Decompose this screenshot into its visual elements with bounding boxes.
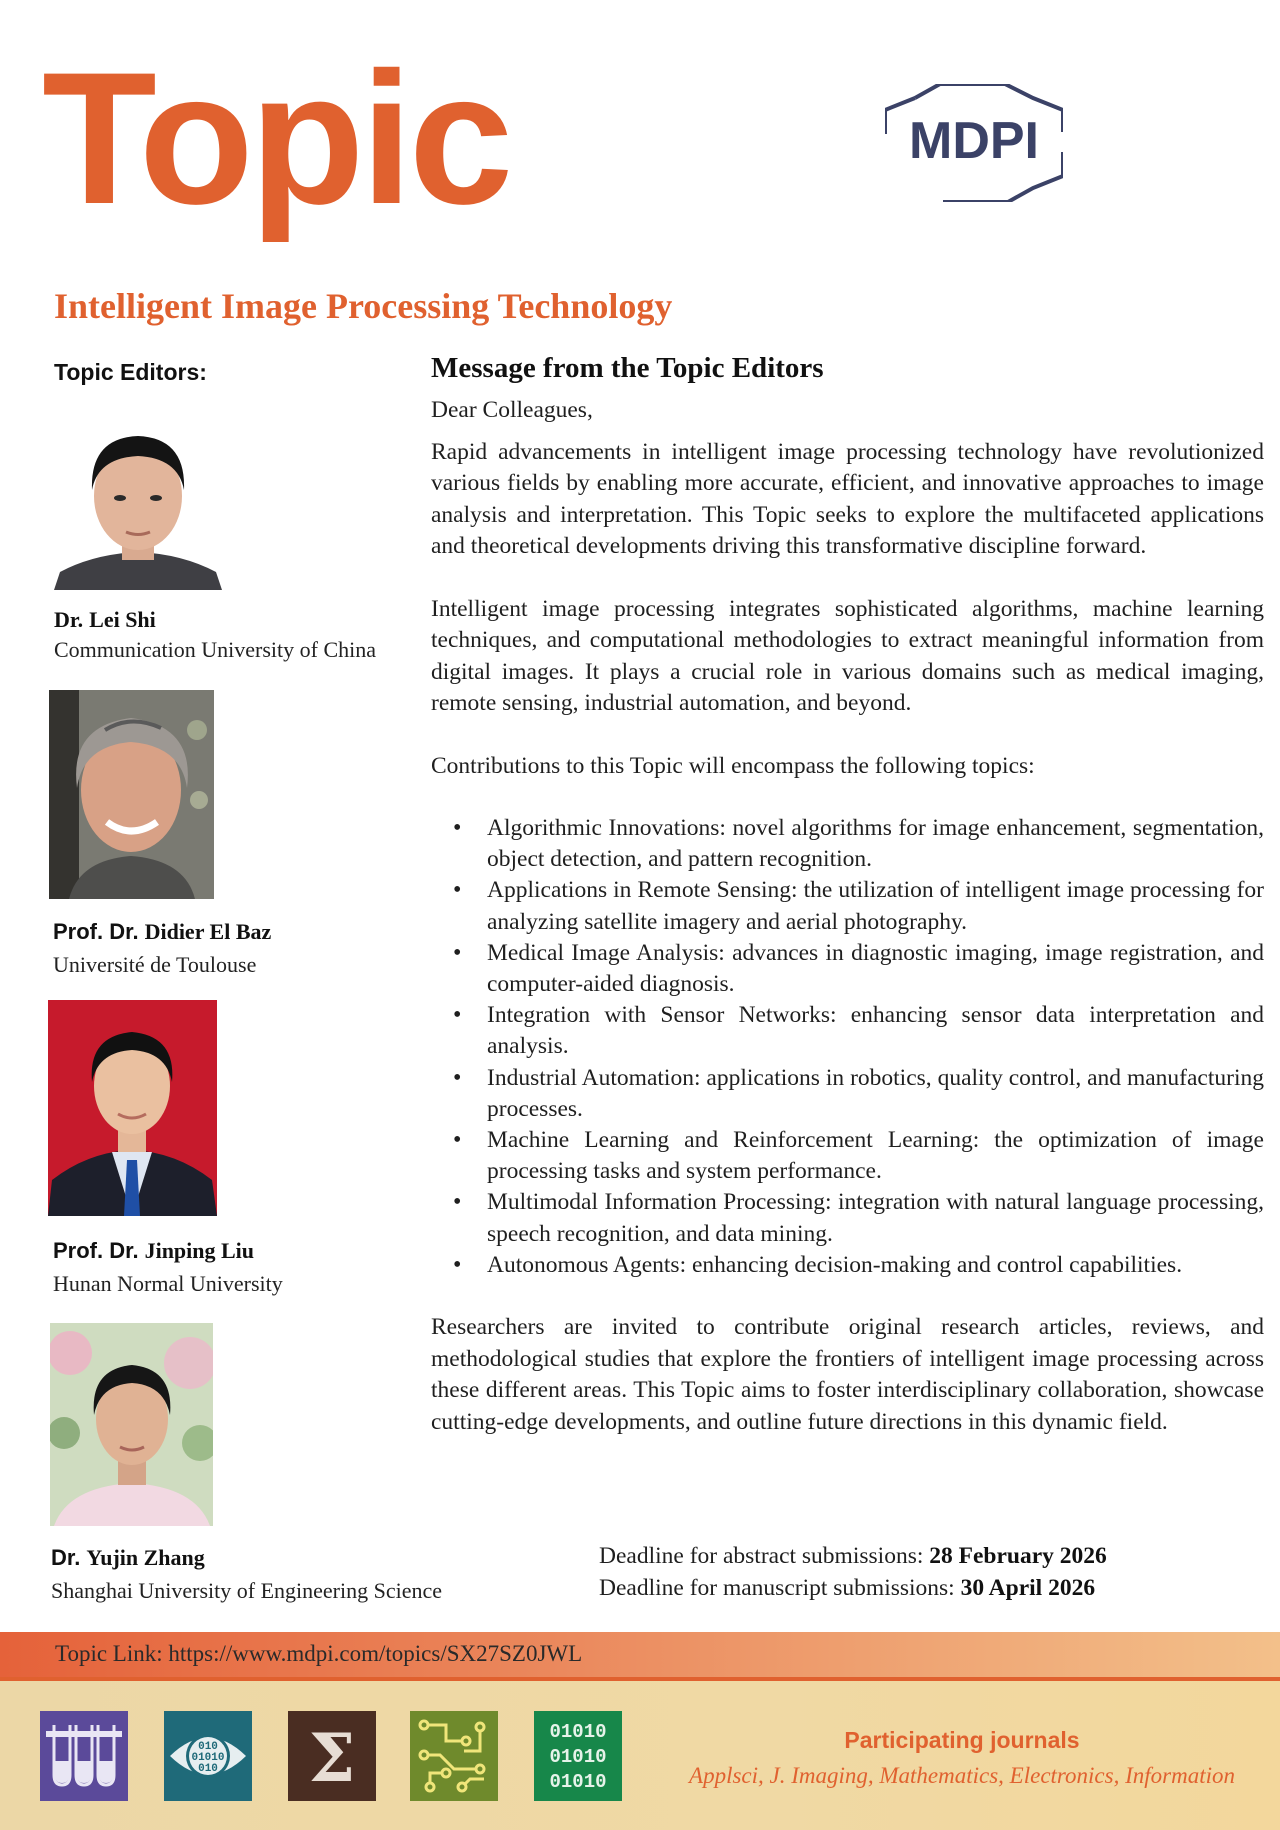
- svg-text:01010: 01010: [549, 1721, 607, 1743]
- editor-name-text: Jinping Liu: [144, 1238, 255, 1263]
- editor-name-text: Yujin Zhang: [86, 1545, 205, 1570]
- list-item: • Applications in Remote Sensing: the utilization of intelligent image processing for analyzing satellite imagery and aerial photography.: [431, 875, 1264, 937]
- abstract-deadline-date: 28 February 2026: [929, 1543, 1107, 1569]
- list-item: • Industrial Automation: applications in robotics, quality control, and manufacturing processes.: [431, 1063, 1264, 1125]
- svg-text:01010: 01010: [549, 1746, 607, 1768]
- svg-text:010: 010: [198, 1763, 218, 1775]
- paragraph-closing: Researchers are invited to contribute original research articles, reviews, and methodological studies that explore the frontiers of intelligent image processing across these different areas. This Topic aims to foster interdisciplinary collaboration, showcase cutting-edge developments, and outline future directions in this dynamic field.: [431, 1314, 1264, 1435]
- manuscript-deadline-label: Deadline for manuscript submissions:: [599, 1575, 955, 1601]
- editor-affiliation: Hunan Normal University: [53, 1271, 283, 1296]
- editor-affiliation: Université de Toulouse: [53, 952, 257, 977]
- svg-text:010: 010: [198, 1741, 218, 1753]
- sigma-icon[interactable]: [288, 1711, 376, 1801]
- topic-link[interactable]: Topic Link: https://www.mdpi.com/topics/SX27SZ0JWL: [55, 1641, 583, 1666]
- mdpi-logo[interactable]: [885, 84, 1063, 202]
- editor-name: [54, 607, 156, 633]
- list-item: • Integration with Sensor Networks: enhancing sensor data interpretation and analysis.: [431, 1000, 1264, 1062]
- topic-brand-heading: Topic: [42, 33, 510, 243]
- message-heading: Message from the Topic Editors: [431, 352, 824, 384]
- editor-title: Dr.: [51, 1545, 81, 1570]
- list-item: • Machine Learning and Reinforcement Learning: the optimization of image processing tasks and system performance.: [431, 1125, 1264, 1187]
- editor-affiliation: Communication University of China: [54, 637, 377, 662]
- binary-code-icon[interactable]: [534, 1711, 622, 1801]
- list-item: • Medical Image Analysis: advances in diagnostic imaging, image registration, and computer-aided diagnosis.: [431, 938, 1264, 1000]
- editor-title: Prof. Dr.: [53, 1238, 139, 1263]
- list-item: • Algorithmic Innovations: novel algorithms for image enhancement, segmentation, object detection, and pattern recognition.: [431, 813, 1264, 875]
- editor-name-text: Lei Shi: [89, 607, 156, 632]
- editor-name: [51, 1545, 205, 1571]
- paragraph-contributions: Contributions to this Topic will encompass the following topics:: [431, 752, 1035, 779]
- editor-title: Prof. Dr.: [53, 919, 139, 944]
- mdpi-logo-text: MDPI: [909, 112, 1039, 170]
- topic-link-bar: [0, 1632, 1280, 1679]
- message-section: [431, 352, 1264, 1438]
- editor-name: [53, 1238, 254, 1264]
- topic-editors-label: Topic Editors:: [54, 359, 207, 385]
- editor-photo-lei-shi: [54, 420, 222, 590]
- editor-affiliation: Shanghai University of Engineering Science: [51, 1578, 443, 1603]
- paragraph-intro: Rapid advancements in intelligent image processing technology have revolutionized various fields by enabling more accurate, efficient, and innovative approaches to image analysis and interpretation. This Topic seeks to explore the multifaceted applications and theoretical developments driving this transformative discipline forward.: [431, 438, 1264, 559]
- list-item: • Autonomous Agents: enhancing decision-making and control capabilities.: [431, 1250, 1264, 1281]
- list-item: • Multimodal Information Processing: integration with natural language processing, speech recognition, and data mining.: [431, 1187, 1264, 1249]
- svg-text:01010: 01010: [191, 1752, 225, 1764]
- test-tubes-icon[interactable]: [40, 1711, 128, 1801]
- deadlines: [599, 1540, 1107, 1604]
- editor-name: [53, 919, 271, 945]
- editor-photo-didier-el-baz: [49, 690, 214, 899]
- abstract-deadline-label: Deadline for abstract submissions:: [599, 1543, 924, 1569]
- binary-eye-icon[interactable]: [164, 1711, 252, 1801]
- manuscript-deadline: [599, 1572, 1107, 1604]
- topics-list: [431, 813, 1264, 1281]
- topic-title: Intelligent Image Processing Technology: [54, 286, 673, 326]
- editor-name-text: Didier El Baz: [144, 919, 272, 944]
- svg-text:Σ: Σ: [308, 1719, 356, 1797]
- greeting: Dear Colleagues,: [431, 397, 593, 423]
- svg-text:01010: 01010: [549, 1771, 607, 1793]
- manuscript-deadline-date: 30 April 2026: [960, 1575, 1096, 1601]
- editor-photo-jinping-liu: [48, 1000, 217, 1216]
- abstract-deadline: [599, 1540, 1107, 1572]
- paragraph-overview: Intelligent image processing integrates sophisticated algorithms, machine learning techniques, and computational methodologies to extract meaningful information from digital images. It plays a crucial role in various domains such as medical imaging, remote sensing, industrial automation, and beyond.: [431, 595, 1264, 716]
- editor-photo-yujin-zhang: [50, 1323, 213, 1526]
- editor-title: Dr.: [54, 607, 84, 632]
- circuit-board-icon[interactable]: [410, 1711, 498, 1801]
